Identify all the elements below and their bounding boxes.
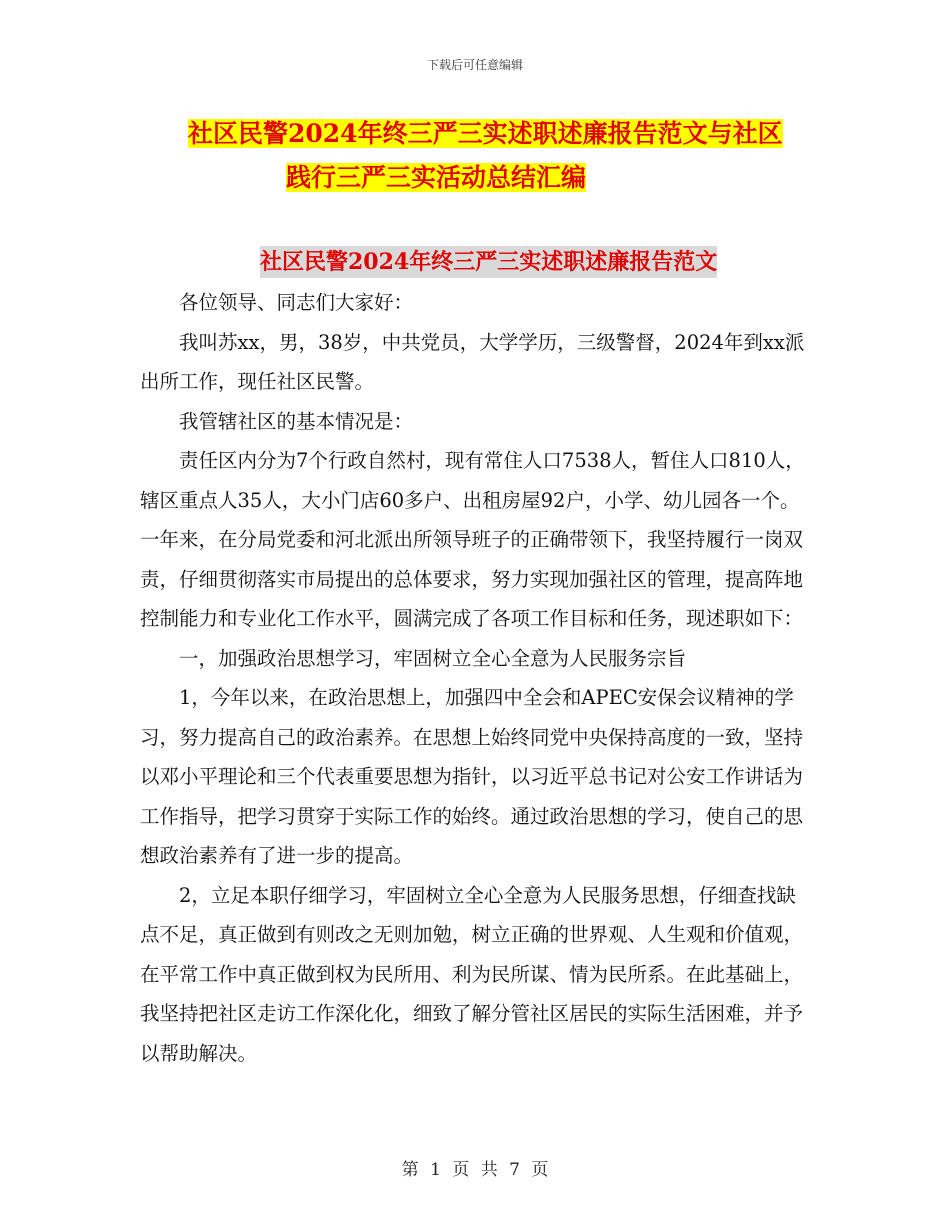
paragraph-item-2: 2，立足本职仔细学习，牢固树立全心全意为人民服务思想，仔细查找缺点不足，真正做到有则改之无则加勉，树立正确的世界观、人生观和价值观，在平常工作中真正做到权为民所用、利为民所谋、情为民所系。在此基础上，我坚持把社区走访工作深化化，细致了解分管社区居民的实际生活困难，并予以帮助解决。 bbox=[140, 883, 804, 1065]
page-footer: 第 1 页 共 7 页 bbox=[401, 1160, 549, 1180]
paragraph-community-details: 责任区内分为7个行政自然村，现有常住人口7538人，暂住人口810人，辖区重点人35人，大小门店60多户、出租房屋92户，小学、幼儿园各一个。一年来，在分局党委和河北派出所领导班子的正确带领下，我坚持履行一岗双责，仔细贯彻落实市局提出的总体要求，努力实现加强社区的管理，提高阵地控制能力和专业化工作水平，圆满完成了各项工作目标和任务，现述职如下： bbox=[140, 449, 805, 630]
paragraph-intro: 我叫苏xx，男，38岁，中共党员，大学学历，三级警督，2024年到xx派出所工作，现任社区民警。 bbox=[140, 330, 805, 393]
paragraph-community-heading: 我管辖社区的基本情况是： bbox=[179, 409, 414, 433]
section-title: 社区民警2024年终三严三实述职述廉报告范文 bbox=[260, 246, 717, 278]
paragraph-item-1: 1，今年以来，在政治思想上，加强四中全会和APEC安保会议精神的学习，努力提高自己的政治素养。在思想上始终同党中央保持高度的一致，坚持以邓小平理论和三个代表重要思想为指针，以习近平总书记对公安工作讲话为工作指导，把学习贯穿于实际工作的始终。通过政治思想的学习，使自己的思想政治素养有了进一步的提高。 bbox=[140, 686, 804, 867]
body-text bbox=[140, 283, 812, 1073]
document-title bbox=[140, 112, 840, 200]
title-line-2: 践行三严三实活动总结汇编 bbox=[286, 163, 587, 192]
page-header: 下载后可任意编辑 bbox=[426, 58, 523, 72]
paragraph-greeting: 各位领导、同志们大家好： bbox=[179, 291, 414, 314]
title-line-1: 社区民警2024年终三严三实述职述廉报告范文与社区 bbox=[188, 119, 783, 148]
paragraph-section-one: 一，加强政治思想学习，牢固树立全心全意为人民服务宗旨 bbox=[179, 646, 687, 670]
